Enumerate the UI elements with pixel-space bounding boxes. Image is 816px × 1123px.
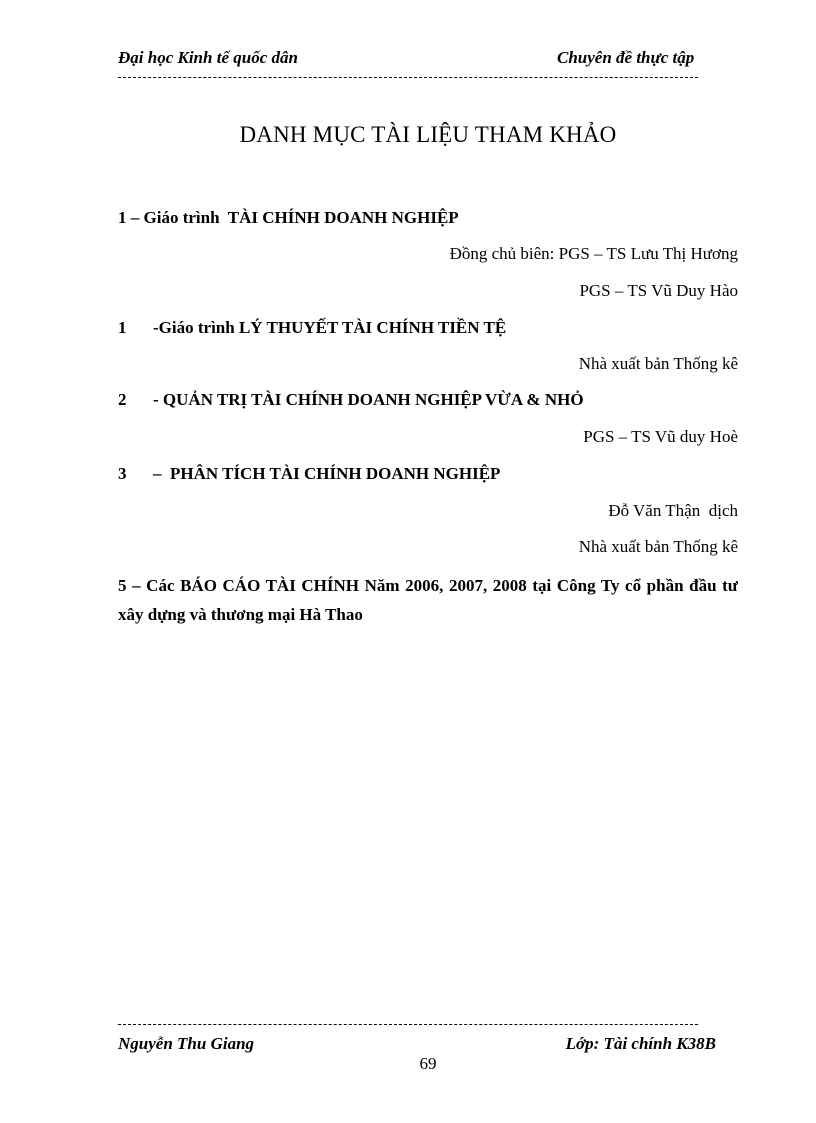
reference-1-number: 1 –: [118, 208, 140, 227]
reference-1: [118, 208, 459, 228]
reference-3: [153, 390, 584, 410]
reference-3-prefix: -: [153, 390, 159, 409]
reference-1-editor: Đồng chủ biên: PGS – TS Lưu Thị Hương: [449, 244, 738, 263]
reference-3-author: PGS – TS Vũ duy Hoè: [583, 427, 738, 446]
reference-5: 5 – Các BÁO CÁO TÀI CHÍNH Năm 2006, 2007, 2008 tại Công Ty cổ phần đầu tư xây dựng và thương mại Hà Thao: [118, 576, 738, 624]
reference-4-number: 3: [118, 464, 127, 483]
reference-2-publisher: Nhà xuất bản Thống kê: [578, 354, 738, 373]
footer-divider: [118, 1024, 698, 1025]
page-number: 69: [419, 1054, 437, 1073]
header-document-type: Chuyên đề thực tập: [557, 48, 695, 67]
reference-1-coauthor: PGS – TS Vũ Duy Hào: [579, 281, 738, 300]
reference-4: [153, 464, 500, 484]
reference-3-title: QUẢN TRỊ TÀI CHÍNH DOANH NGHIỆP VỪA & NHỎ: [162, 390, 584, 409]
reference-1-prefix: Giáo trình: [143, 208, 220, 227]
footer-author: Nguyễn Thu Giang: [118, 1034, 255, 1053]
reference-4-prefix: –: [153, 464, 162, 483]
reference-2-title: LÝ THUYẾT TÀI CHÍNH TIỀN TỆ: [238, 318, 507, 337]
reference-2-number: 1: [118, 318, 127, 337]
header-divider: [118, 77, 698, 78]
reference-4-publisher: Nhà xuất bản Thống kê: [578, 537, 738, 556]
header-institution: Đại học Kinh tế quốc dân: [118, 48, 298, 67]
reference-1-title: TÀI CHÍNH DOANH NGHIỆP: [227, 208, 459, 227]
reference-3-number: 2: [118, 390, 127, 409]
reference-2-prefix: -Giáo trình: [153, 318, 235, 337]
reference-4-translator: Đỗ Văn Thận dịch: [608, 501, 738, 520]
page-title: DANH MỤC TÀI LIỆU THAM KHẢO: [239, 122, 617, 147]
reference-2: [153, 318, 506, 338]
footer-class: Lớp: Tài chính K38B: [565, 1034, 716, 1053]
reference-4-title: PHÂN TÍCH TÀI CHÍNH DOANH NGHIỆP: [170, 464, 501, 483]
